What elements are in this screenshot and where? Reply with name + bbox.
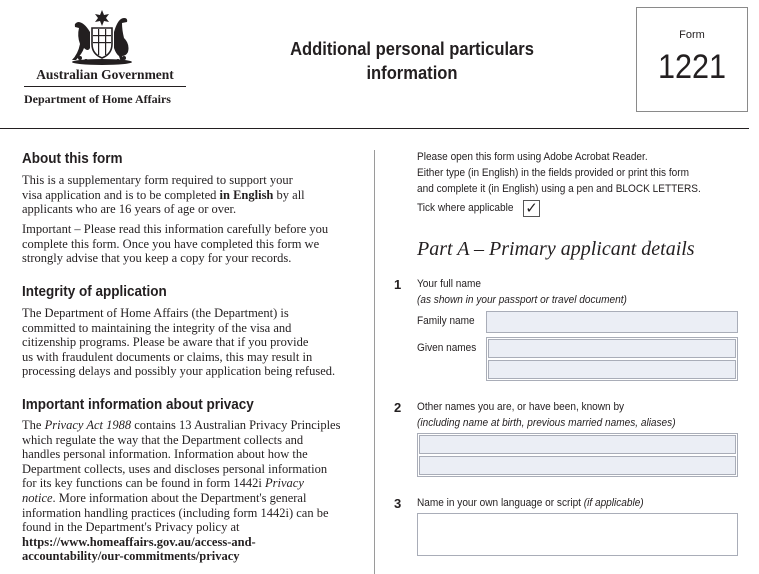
- title-line-2: information: [366, 63, 458, 83]
- privacy-line-5a: for its key functions can be found in form 1442i: [22, 476, 266, 491]
- question-2-label: Other names you are, or have been, known by: [417, 401, 625, 413]
- privacy-line-8: found in the Department's Privacy policy at: [22, 520, 240, 535]
- form-number-box: [636, 7, 748, 112]
- privacy-notice-name-2: notice: [22, 490, 53, 505]
- question-3-label-text: Name in your own language or script: [417, 497, 581, 509]
- question-3-hint: (if applicable): [583, 497, 644, 509]
- intro-line-2: Either type (in English) in the fields provided or print this form: [417, 167, 689, 179]
- about-heading: About this form: [22, 150, 123, 167]
- privacy-line-1: [22, 418, 362, 433]
- about-p2-line-3: strongly advise that you keep a copy for your records.: [22, 251, 292, 266]
- question-3-label: [417, 497, 644, 509]
- tick-example-checkbox: ✓: [523, 200, 540, 217]
- other-names-input-2[interactable]: [419, 456, 736, 475]
- integrity-paragraph: [22, 306, 362, 379]
- other-names-input-1[interactable]: [419, 435, 736, 454]
- native-script-name-input[interactable]: [417, 513, 738, 556]
- question-1-hint: (as shown in your passport or travel document): [417, 294, 627, 306]
- given-names-label: Given names: [417, 342, 477, 354]
- about-paragraph-2: [22, 222, 362, 266]
- privacy-line-2: which regulate the way that the Department collects and: [22, 432, 304, 447]
- government-name: Australian Government: [36, 67, 174, 82]
- question-2-number: 2: [394, 400, 402, 415]
- privacy-line-7: information handling practices (including form 1442i) can be: [22, 505, 329, 520]
- about-p2-line-2: complete this form. Once you have completed this form we: [22, 236, 320, 251]
- question-1-number: 1: [394, 277, 402, 292]
- question-1-label: Your full name: [417, 278, 481, 290]
- header-divider: [0, 128, 749, 129]
- privacy-line-1c: contains 13 Australian Privacy Principles: [131, 418, 341, 432]
- privacy-notice-name-1: Privacy: [265, 476, 304, 491]
- page-title: [274, 37, 550, 85]
- family-name-label: Family name: [417, 315, 475, 327]
- privacy-line-3: handles personal information. Information about how the: [22, 447, 308, 462]
- about-p1-line-2c: by all: [273, 187, 305, 202]
- integrity-heading: Integrity of application: [22, 283, 167, 300]
- integrity-line-2: committed to maintaining the integrity of the visa and: [22, 320, 292, 335]
- column-divider: [374, 150, 375, 574]
- integrity-line-3: citizenship programs. Please be aware that if you provide: [22, 335, 309, 350]
- form-label: Form: [679, 29, 705, 41]
- about-paragraph-1: [22, 173, 362, 217]
- question-2-hint: (including name at birth, previous married names, aliases): [417, 417, 676, 429]
- integrity-line-4: us with fraudulent documents or claims, this may result in: [22, 349, 313, 364]
- intro-line-1: Please open this form using Adobe Acrobat Reader.: [417, 151, 648, 163]
- about-p1-line-2: [22, 188, 362, 203]
- privacy-policy-link-2[interactable]: accountability/our-commitments/privacy: [22, 549, 240, 564]
- about-p2-line-1: Important – Please read this information carefully before you: [22, 222, 329, 236]
- logo-divider: [24, 86, 186, 87]
- other-names-group: [417, 433, 738, 477]
- privacy-line-5: [22, 476, 362, 491]
- privacy-policy-link-1[interactable]: https://www.homeaffairs.gov.au/access-and-: [22, 534, 256, 549]
- given-names-group: [486, 337, 738, 381]
- about-p1-line-1: This is a supplementary form required to support your: [22, 173, 293, 187]
- about-p1-line-2a: visa application and is to be completed: [22, 187, 220, 202]
- intro-line-3: and complete it (in English) using a pen and BLOCK LETTERS.: [417, 183, 701, 195]
- given-names-input-1[interactable]: [488, 339, 736, 358]
- form-number: 1221: [657, 48, 727, 86]
- tick-instruction: Tick where applicable: [417, 202, 514, 214]
- integrity-line-1: The Department of Home Affairs (the Department) is: [22, 306, 289, 320]
- department-name: Department of Home Affairs: [24, 92, 171, 106]
- privacy-heading: Important information about privacy: [22, 396, 254, 413]
- privacy-line-4: Department collects, uses and discloses personal information: [22, 461, 328, 476]
- privacy-paragraph: [22, 418, 362, 564]
- part-a-title: Part A – Primary applicant details: [417, 238, 695, 260]
- privacy-line-1a: The: [22, 418, 45, 432]
- about-p1-line-2b: in English: [219, 187, 274, 202]
- about-p1-line-3: applicants who are 16 years of age or over.: [22, 202, 237, 217]
- question-3-number: 3: [394, 496, 402, 511]
- intro-instructions: [417, 149, 701, 197]
- integrity-line-5: processing delays and possibly your application being refused.: [22, 364, 336, 379]
- given-names-input-2[interactable]: [488, 360, 736, 379]
- privacy-line-6: [22, 491, 362, 506]
- coat-of-arms-logo: [64, 8, 140, 68]
- title-line-1: Additional personal particulars: [290, 39, 534, 59]
- privacy-act-name: Privacy Act 1988: [44, 418, 132, 432]
- family-name-input[interactable]: [486, 311, 738, 333]
- privacy-line-6b: . More information about the Department's general: [52, 490, 307, 505]
